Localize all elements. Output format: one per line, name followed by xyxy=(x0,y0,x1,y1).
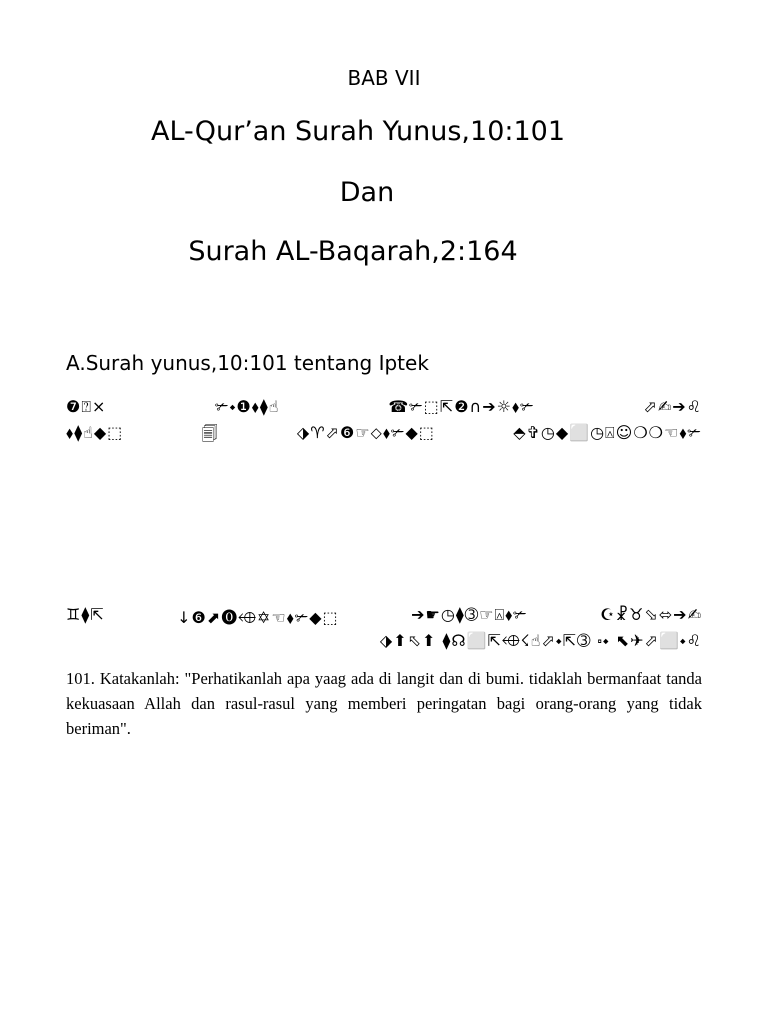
arabic-word: ☪☧♉⬂⬄➔✍ xyxy=(600,605,702,624)
arabic-word: ⬧⧫☝◆⬚ xyxy=(66,423,124,442)
title-line-2: Dan xyxy=(339,177,395,208)
title-line-1: AL-Qur’an Surah Yunus,10:101 xyxy=(150,116,566,147)
arabic-word: ✃⬩❶⬧⧫☝ xyxy=(215,397,280,416)
chapter-heading: BAB VII xyxy=(347,66,421,90)
arabic-word: ⬗♈⬀❻☞⬦⬧✃◆⬚ xyxy=(296,423,435,442)
arabic-word: ♊⧫⇱ xyxy=(66,605,105,624)
arabic-verse-line-4: ⬗⬆⬁⬆ ⧫☊⬜⇱⬲☇☝⬀⬩⇱➂ ⬞⬩ ⬉✈⬀⬜⬩♌ xyxy=(379,631,702,650)
arabic-word: 🗐 xyxy=(201,424,219,443)
arabic-word: ⬘✞◷◆⬜◷⍓☺❍❍☜⬧✃ xyxy=(513,423,702,442)
arabic-word: ❼⍰× xyxy=(66,397,107,416)
arabic-word: ⬀✍➔♌ xyxy=(643,397,702,416)
section-heading: A.Surah yunus,10:101 tentang Iptek xyxy=(66,351,429,375)
title-line-3: Surah AL-Baqarah,2:164 xyxy=(188,236,518,267)
arabic-verse-line-3 xyxy=(66,605,702,628)
arabic-verse-line-1 xyxy=(66,397,702,417)
arabic-word: ➔☛◷⧫➂☞⍓⬧✃ xyxy=(411,605,528,624)
arabic-word: ↓❻⬈⓿⬲✡☜⬧✃◆⬚ xyxy=(177,608,339,627)
verse-translation: 101. Katakanlah: "Perhatikanlah apa yaag ada di langit dan di bumi. tidaklah bermanfaat tanda kekuasaan Allah dan rasul-rasul yang memberi peringatan bagi orang-orang yang tidak beriman". xyxy=(66,669,702,738)
arabic-verse-line-2 xyxy=(66,423,702,450)
arabic-word: ☎✃⬚⇱❷∩➔☼⬧✃ xyxy=(388,397,535,416)
